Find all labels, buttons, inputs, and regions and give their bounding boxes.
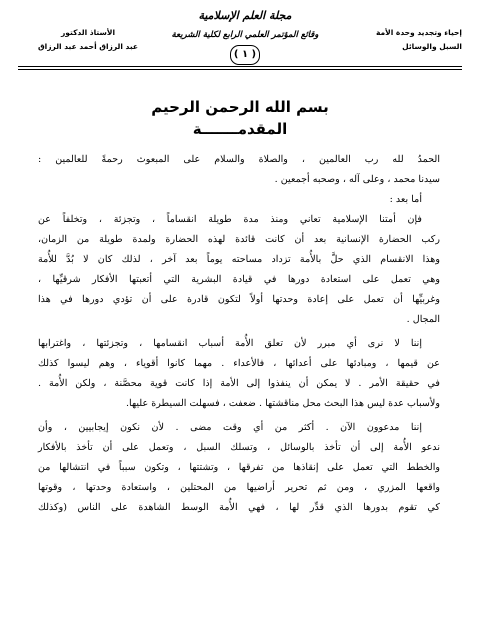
text-line: الحمدُ لله رب العالمين ، والصلاة والسلام على المبعوث رحمةً للعالمين : — [38, 154, 440, 165]
text-line: واقعها المزري ، ومن ثم تحرير أراضيها من المحتلين ، واستعادة وحدتها ، وقوتها — [38, 482, 440, 493]
text-line: كي تقوم بدورها الذي قدِّر لها ، فهي الأُمة الوسط الشاهدة على الناس (وكذلك — [38, 502, 440, 513]
text-line: وغربيِّها أن تعمل على إعادة وحدتها أولاً لتكون قادرة على أن تؤدي دورها في هذا — [38, 294, 440, 305]
section-title: المقدمـــــــة — [192, 120, 288, 138]
text-line: المجال . — [406, 314, 440, 325]
header-journal — [165, 8, 325, 65]
text-line: وهي تعمل على استعادة دورها في قيادة البشرية التي أتعبتها الأفكار شرقيِّها ، — [38, 274, 440, 285]
text-line: أما بعد : — [389, 194, 422, 205]
header-topic-line1: إحياء وتجديد وحدة الأمة — [375, 28, 462, 37]
header-author — [18, 26, 158, 54]
text-line: ولأسباب عدة ليس هذا البحث محل مناقشتها . ضعفت ، فسهلت السيطرة عليها. — [126, 398, 440, 409]
text-line: في حقيقة الأمر . لا يمكن أن ينفذوا إلى الأمة إذا كانت قوية محصَّنة ، ولكن الأُمة . — [38, 378, 440, 389]
header-topic-line2: السبل والوسائل — [402, 42, 462, 51]
text-line: إننا لا نرى أي مبرر لأن تعلق الأُمة أسباب انقسامها ، وتجزئتها ، واغترابها — [38, 338, 422, 349]
text-line: والخطط التي تعمل على إنقاذها من تفرقها ، وتشتتها ، وتكون سبباً في انتشالها من — [38, 462, 440, 473]
journal-title: مجلة العلم الإسلامية — [198, 9, 292, 22]
text-line: عن قيمها ، ومبادئها على أعدائها ، فالأعداء . مهما كانوا أقوياء ، وهم ليسوا كذلك — [38, 358, 440, 369]
text-line: ندعو الأُمة إلى أن تأخذ بالوسائل ، وتسلك السبل ، وتعمل على أن تأخذ بالأفكار — [38, 442, 440, 453]
author-title: الأستاذ الدكتور — [60, 28, 116, 37]
basmala-heading: بسم الله الرحمن الرحيم — [151, 98, 329, 116]
text-line: إننا مدعوون الآن . أكثر من أي وقت مضى . لأن نكون إيجابيين ، وأن — [38, 422, 422, 433]
body-text — [38, 150, 440, 518]
text-line: سيدنا محمد ، وعلى آله ، وصحبه أجمعين . — [274, 174, 440, 185]
page-number: ( ١ ) — [230, 45, 260, 65]
text-line: فإن أمتنا الإسلامية تعاني ومنذ مدة طويلة انقساماً ، وتجزئة ، وتخلفاً عن — [38, 214, 422, 225]
author-name: عبد الرزاق أحمد عبد الرزاق — [37, 42, 139, 51]
header-rule-top — [18, 66, 462, 67]
header-topic — [342, 26, 462, 54]
conference-title: وقائع المؤتمر العلمي الرابع لكلية الشريعة — [171, 30, 319, 40]
text-line: وهذا الانقسام الذي حلَّ بالأُمة تزداد مساحته يوماً بعد آخر ، لذلك كان لا بُدَّ للأُمة — [38, 254, 440, 265]
header-rule-bottom — [18, 69, 462, 70]
text-line: ركب الحضارة الإنسانية بعد أن كانت قائدة لهذه الحضارة ولمدة طويلة من الزمان، — [38, 234, 440, 245]
